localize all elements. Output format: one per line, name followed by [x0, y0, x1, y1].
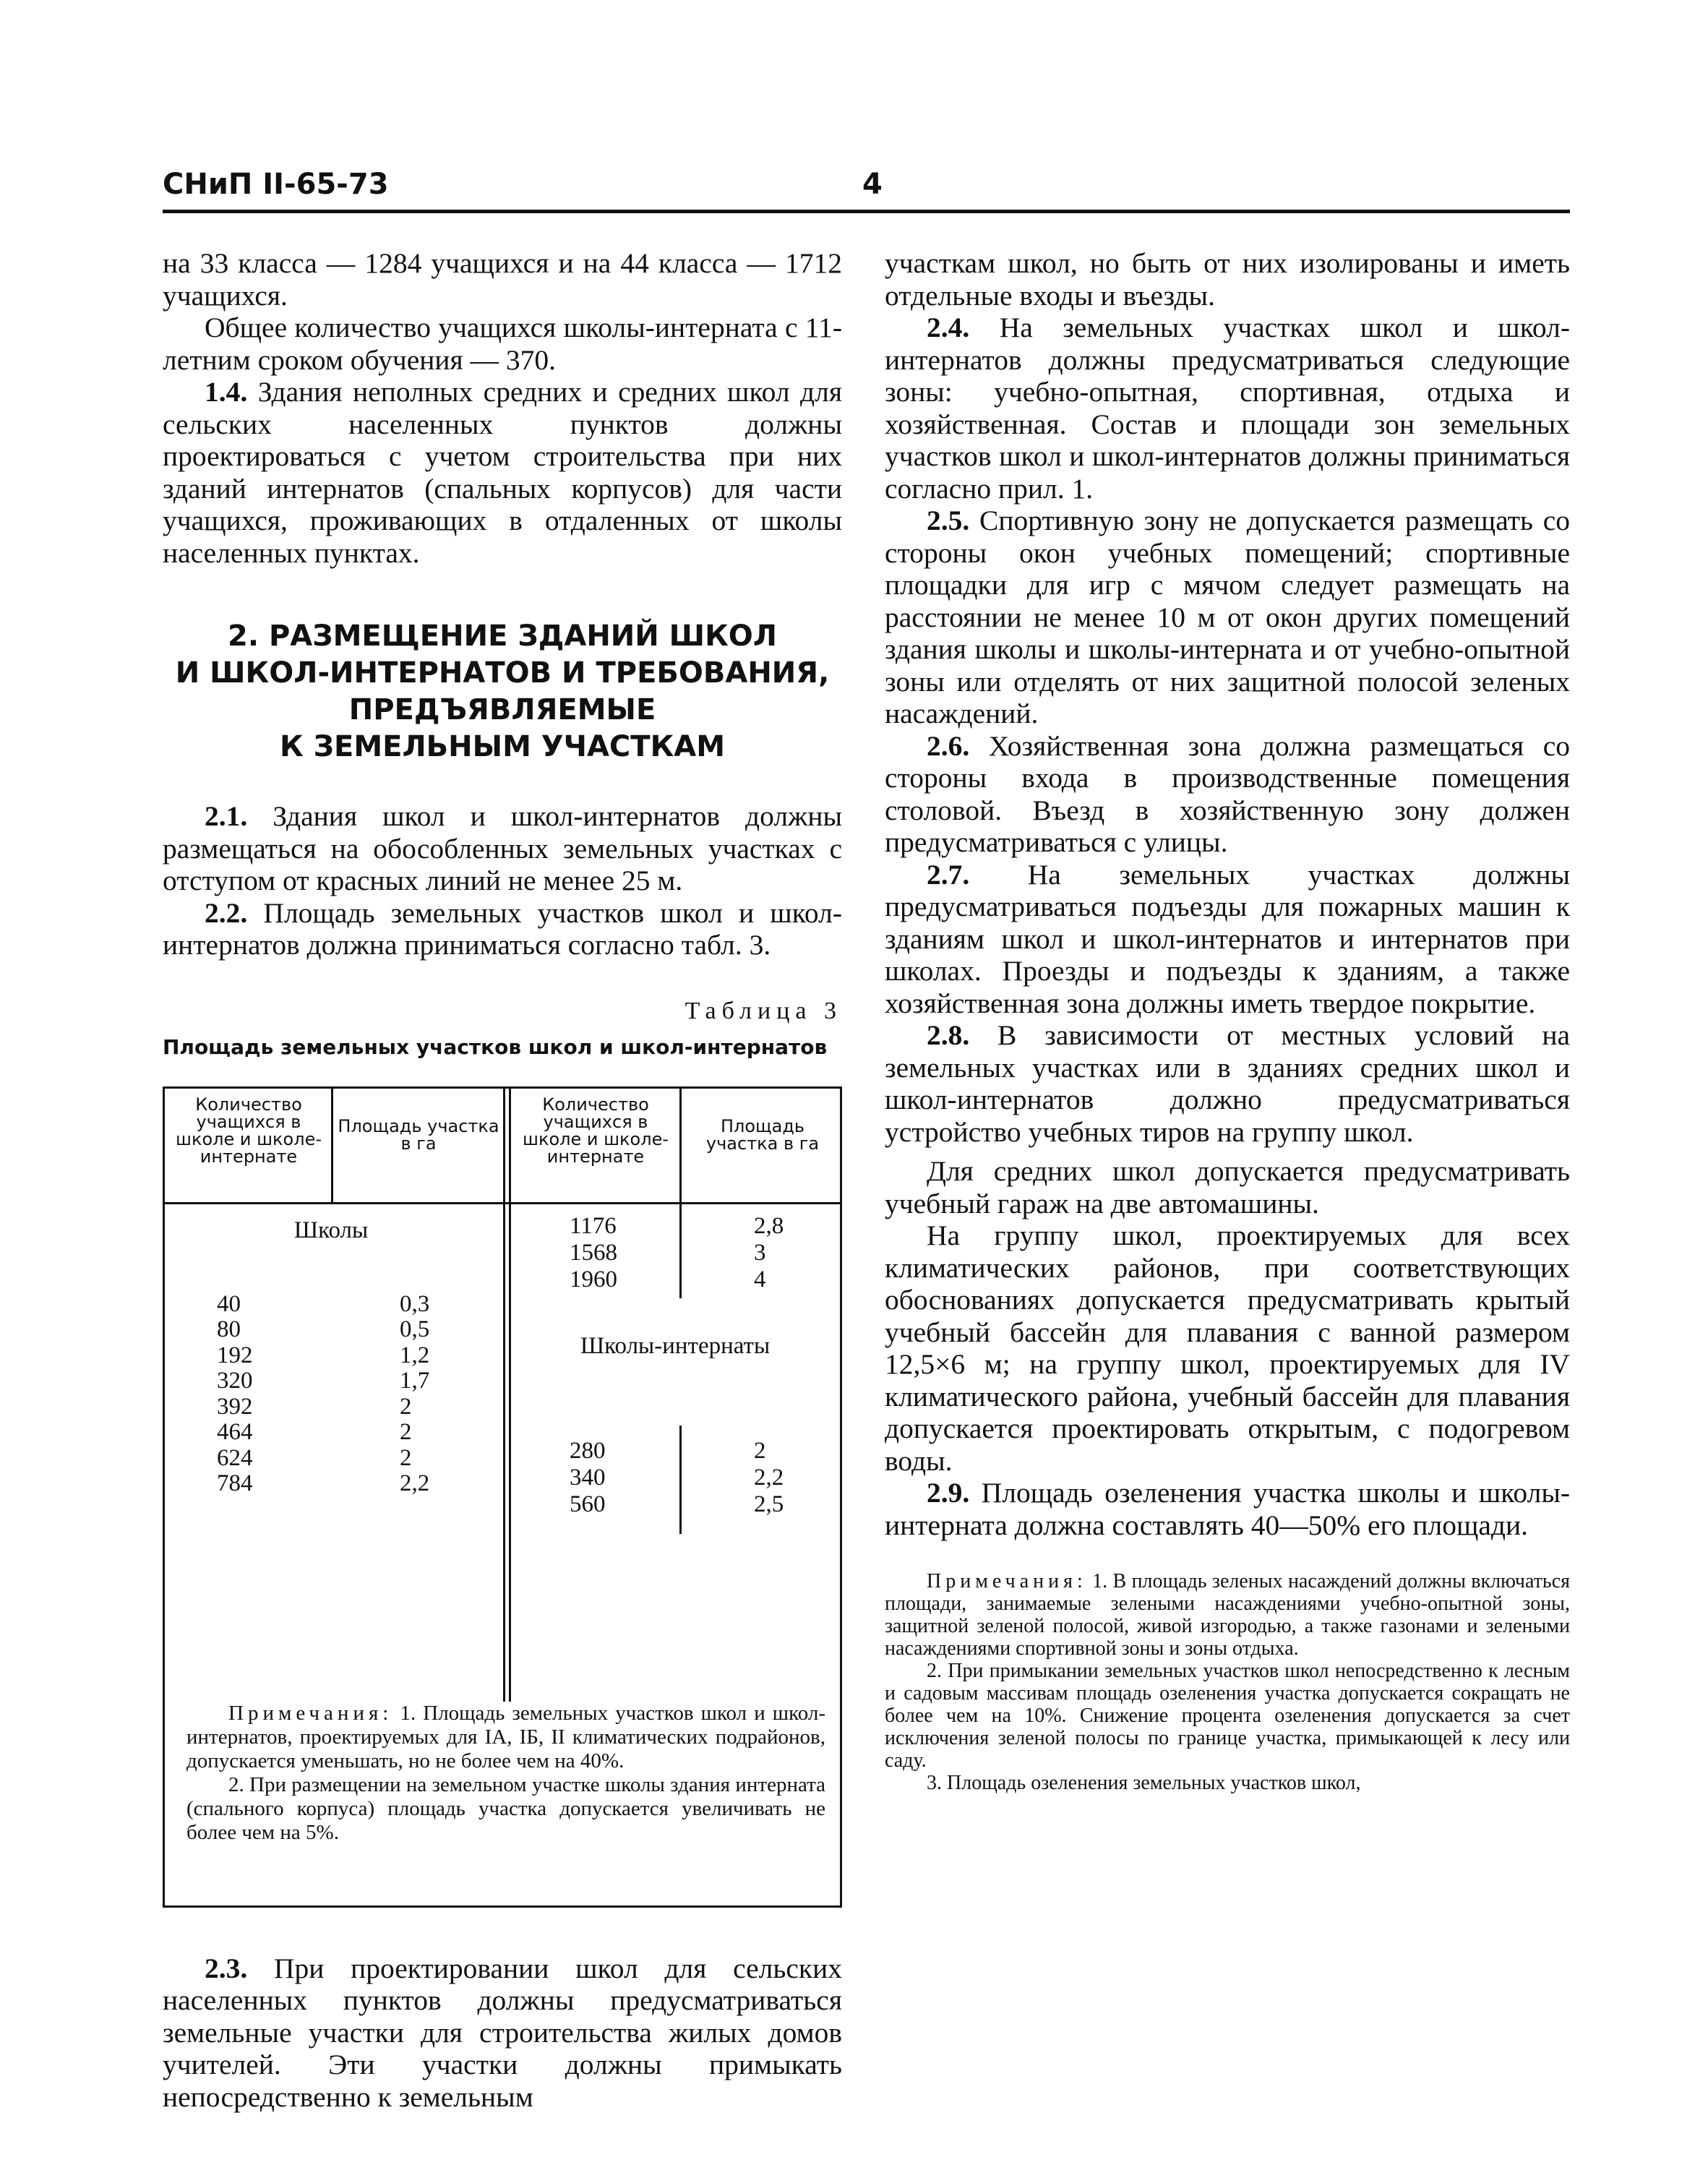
table-cell-area: 1,2	[400, 1342, 430, 1368]
table-cell-area: 2	[400, 1444, 412, 1471]
clause-text: Площадь земельных участков школ и школ-интернатов должна приниматься согласно табл. 3.	[163, 896, 843, 961]
table-notes	[186, 1702, 825, 1845]
note-text: 1. В площадь зеленых насаждений должны включаться площади, занимаемые зелеными насаждениями учебно-опытной зоны, защитной зеленой полосой, живой изгородью, а также газонами и зелеными насаждениями спортивной зоны и зоны отдыха.	[885, 1570, 1570, 1660]
table-cell-count: 1568	[570, 1239, 617, 1266]
clause-text: Хозяйственная зона должна размещаться со стороны входа в производственные помещения столовой. Въезд в хозяйственную зону должен предусматриваться с улицы.	[885, 729, 1570, 858]
paragraph-2-2	[163, 897, 842, 961]
clause-number: 1.4.	[205, 376, 248, 408]
table-label: Таблица 3	[685, 997, 842, 1024]
table-cell-count: 464	[217, 1419, 253, 1445]
note-text: 1. Площадь земельных участков школ и школ-интернатов, проектируемых для IA, IБ, II климатических подрайонов, допускается уменьшать, но не более чем на 40%.	[186, 1701, 825, 1772]
table-cell-count: 192	[217, 1342, 253, 1368]
clause-text: Спортивную зону не допускается размещать со стороны окон учебных помещений; спортивные площадки для игр с мячом следует размещать на расстоянии не менее 10 м от окон других помещений здания школы и школы-интерната и от учебно-опытной зоны или отделять от них защитной полосой зеленых насаждений.	[885, 505, 1570, 729]
clause-text: Площадь озеленения участка школы и школы-интерната должна составлять 40—50% его площади.	[885, 1477, 1571, 1541]
table-cell-area: 2,5	[754, 1491, 784, 1517]
table-cell-area: 0,3	[400, 1290, 430, 1317]
table-cell-area: 4	[754, 1266, 766, 1292]
table-cell-count: 320	[217, 1368, 253, 1394]
clause-number: 2.3.	[205, 1952, 248, 1984]
clause-number: 2.8.	[927, 1019, 970, 1051]
left-column	[163, 247, 842, 2113]
table-cell-area: 2,8	[754, 1212, 784, 1239]
paragraph: Для средних школ допускается предусматривать учебный гараж на две автомашины.	[885, 1155, 1570, 1219]
table-cell-count: 784	[217, 1470, 253, 1496]
table-divider	[679, 1204, 682, 1298]
table-divider	[331, 1089, 333, 1204]
group-label-schools: Школы	[293, 1217, 369, 1243]
clause-number: 2.6.	[927, 729, 970, 762]
paragraph: на 33 класса — 1284 учащихся и на 44 класса — 1712 учащихся.	[163, 247, 842, 312]
paragraph-2-8	[885, 1019, 1570, 1148]
page-number: 4	[862, 168, 883, 201]
paragraph: участкам школ, но быть от них изолированы и иметь отдельные входы и въезды.	[885, 247, 1570, 312]
note-2: 2. При примыкании земельных участков школ непосредственно к лесным и садовым массивам площадь озеленения участка допускается сокращать не более чем на 10%. Снижение процента озеленения допускается за счет исключения зеленой полосы по границе участка, примыкающей к лесу или саду.	[885, 1660, 1570, 1772]
table-divider	[503, 1089, 505, 1702]
note-3: 3. Площадь озеленения земельных участков школ,	[927, 1772, 1361, 1794]
table-header-rule	[165, 1202, 840, 1204]
table-divider	[509, 1089, 511, 1702]
table-cell-area: 1,7	[400, 1368, 430, 1394]
table-cell-area: 2,2	[754, 1464, 784, 1491]
table-cell-area: 0,5	[400, 1316, 430, 1342]
group-label-boarding-schools: Школы-интернаты	[580, 1332, 771, 1359]
table-divider	[679, 1089, 682, 1204]
header-count-1: Количество учащихся в школе и школе-интернате	[175, 1094, 322, 1167]
document-code: СНиП II-65-73	[163, 168, 389, 201]
paragraph-2-7	[885, 859, 1570, 1020]
table-cell-area: 2,2	[400, 1470, 430, 1496]
paragraph: На группу школ, проектируемых для всех климатических районов, при соответствующих обоснованиях допускается предусматривать крытый учебный бассейн для плавания с ванной размером 12,5×6 м; на группу школ, проектируемых для IV климатического района, учебный бассейн для плавания допускается проектировать открытым, с подогревом воды.	[885, 1219, 1570, 1477]
table-cell-count: 80	[217, 1316, 241, 1342]
clause-text: В зависимости от местных условий на земельных участках или в зданиях средних школ и школ-интернатов должно предусматриваться устройство учебных тиров на группу школ.	[885, 1019, 1571, 1148]
notes-label: Примечания:	[228, 1701, 393, 1725]
table-cell-area: 2	[754, 1437, 766, 1464]
paragraph-1-4	[163, 376, 842, 569]
clause-text: Здания школ и школ-интернатов должны размещаться на обособленных земельных участках с отступом от красных линий не менее 25 м.	[163, 800, 843, 896]
header-area-2: Площадь участка в га	[705, 1115, 820, 1154]
header-area-1: Площадь участка в га	[338, 1115, 499, 1154]
clause-number: 2.1.	[205, 800, 248, 832]
paragraph-2-1	[163, 800, 842, 897]
table-cell-count: 624	[217, 1444, 253, 1471]
clause-text: На земельных участках школ и школ-интернатов должны предусматриваться следующие зоны: учебно-опытная, спортивная, отдыха и хозяйственная. Состав и площади зон земельных участков школ и школ-интернатов должны приниматься согласно прил. 1.	[885, 312, 1570, 505]
table-note-1	[186, 1702, 825, 1773]
table-note-2: 2. При размещении на земельном участке школы здания интерната (спального корпуса) площадь участка допускается увеличивать не более чем на 5%.	[186, 1772, 825, 1844]
section-title-line: ПРЕДЪЯВЛЯЕМЫЕ	[348, 693, 656, 726]
table-cell-count: 280	[570, 1437, 606, 1464]
table-cell-area: 2	[400, 1393, 412, 1420]
clause-number: 2.4.	[927, 312, 970, 343]
paragraph-2-5	[885, 505, 1570, 730]
paragraph-2-3	[163, 1952, 842, 2114]
clause-text: При проектировании школ для сельских населенных пунктов должны предусматриваться земельные участки для строительства жилых домов учителей. Эти участки должны примыкать непосредственно к земельным	[163, 1952, 843, 2113]
table-cell-count: 392	[217, 1393, 253, 1420]
note-1	[885, 1570, 1570, 1660]
paragraph-2-9	[885, 1477, 1570, 1541]
table-divider	[679, 1425, 682, 1534]
table-cell-count: 40	[217, 1290, 241, 1317]
section-title-line: И ШКОЛ-ИНТЕРНАТОВ И ТРЕБОВАНИЯ,	[175, 656, 830, 690]
table-cell-area: 2	[400, 1419, 412, 1445]
section-title-line: 2. РАЗМЕЩЕНИЕ ЗДАНИЙ ШКОЛ	[227, 619, 778, 653]
header-count-2: Количество учащихся в школе и школе-интернате	[522, 1094, 669, 1167]
clause-number: 2.2.	[205, 896, 248, 929]
clause-number: 2.7.	[927, 858, 970, 891]
paragraph-2-6	[885, 730, 1570, 859]
clause-number: 2.9.	[927, 1477, 970, 1509]
table-cell-count: 340	[570, 1464, 606, 1491]
clause-number: 2.5.	[927, 505, 970, 536]
header-rule	[163, 210, 1570, 213]
clause-text: На земельных участках должны предусматриваться подъезды для пожарных машин к зданиям школ и школ-интернатов и интернатов при школах. Проезды и подъезды к зданиям, а также хозяйственная зона должны иметь твердое покрытие.	[885, 858, 1570, 1019]
notes-label: Примечания:	[927, 1570, 1087, 1592]
right-column	[885, 247, 1570, 1794]
paragraph-2-4	[885, 312, 1570, 505]
table-cell-count: 1176	[570, 1212, 617, 1239]
table-caption: Площадь земельных участков школ и школ-интернатов	[163, 1034, 828, 1059]
area-table	[163, 1086, 842, 1908]
table-cell-count: 1960	[570, 1266, 617, 1292]
paragraph: Общее количество учащихся школы-интерната с 11-летним сроком обучения — 370.	[163, 312, 842, 376]
table-cell-area: 3	[754, 1239, 766, 1266]
table-cell-count: 560	[570, 1491, 606, 1517]
clause-text: Здания неполных средних и средних школ для сельских населенных пунктов должны проектироваться с учетом строительства при них зданий интернатов (спальных корпусов) для части учащихся, проживающих в отдаленных от школы населенных пунктах.	[163, 376, 843, 569]
notes	[885, 1570, 1570, 1794]
page-header	[163, 168, 1570, 213]
section-title-line: К ЗЕМЕЛЬНЫМ УЧАСТКАМ	[279, 730, 726, 763]
section-title	[163, 618, 842, 766]
